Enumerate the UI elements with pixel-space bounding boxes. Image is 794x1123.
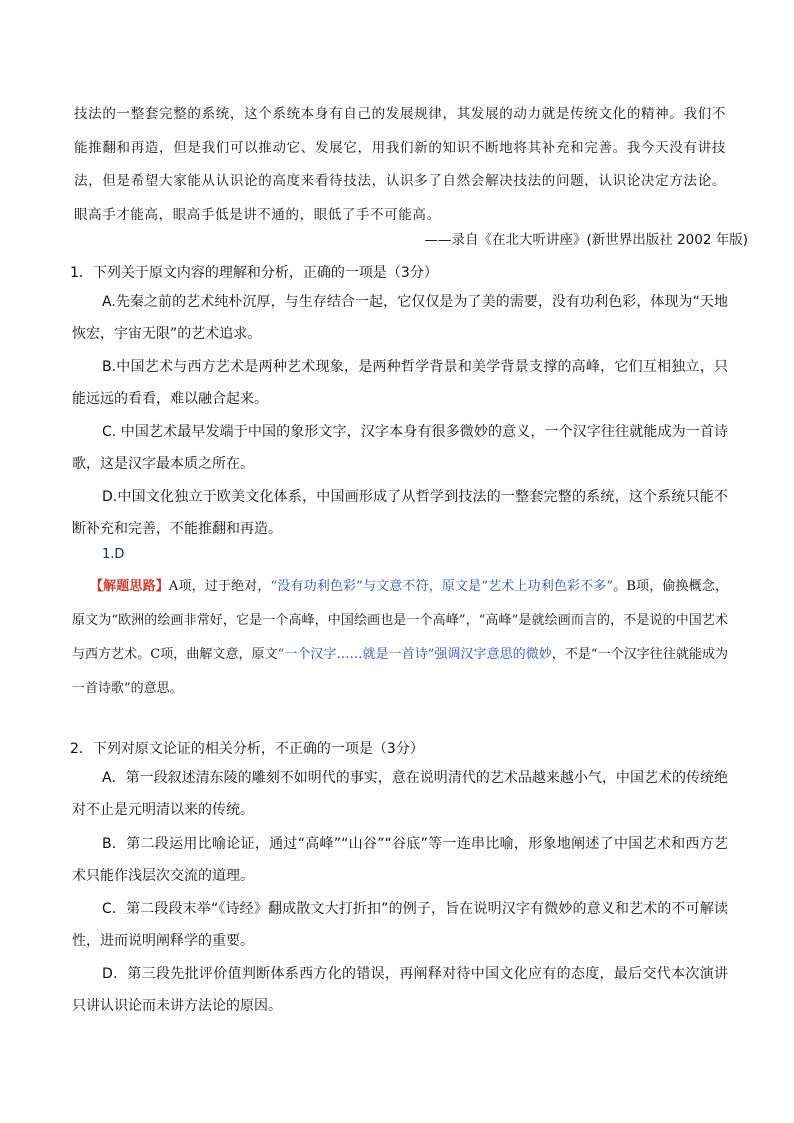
question-1-option-a: A.先秦之前的艺术纯朴沉厚，与生存结合一起，它仅仅是为了美的需要，没有功利色彩，体现为“天地恢宏，宇宙无限”的艺术追求。 (72, 294, 728, 342)
analysis-quote-1: “没有功利色彩”与文意不符，原文是“艺术上功利色彩不多” (270, 579, 614, 594)
passage-source: ——录自《在北大听讲座》(新世界出版社 2002 年版) (424, 232, 748, 248)
passage-text: 技法的一整套完整的系统，这个系统本身有自己的发展规律，其发展的动力就是传统文化的精神。我们不能推翻和再造，但是我们可以推动它、发展它，用我们新的知识不断地将其补充和完善。我今天没有讲技法，但是希望大家能从认识论的高度来看待技法，认识多了自然会解决技法的问题，认识论决定方法论。眼高手才能高，眼高手低是讲不通的，眼低了手不可能高。 (74, 106, 726, 223)
question-1-analysis (72, 570, 728, 706)
analysis-tag: 【解题思路】 (90, 579, 169, 594)
question-1-answer: 1.D (102, 547, 125, 562)
question-2-title: 2．下列对原文论证的相关分析，不正确的一项是（3分） (70, 741, 424, 757)
question-2-option-c: C．第二段段末举“《诗经》翻成散文大打折扣”的例子，旨在说明汉字有微妙的意义和艺术的不可解读性，进而说明阐释学的重要。 (72, 901, 728, 949)
analysis-text-2: 。B项，偷换概念，原文为“欧洲的绘画非常好，它是一个高峰，中国绘画也是一个高峰”，“高峰”是就绘画而言的，不是说的中国艺术与西方艺术。C项，曲解文意，原文 (72, 579, 729, 662)
question-1-title: 1．下列关于原文内容的理解和分析，正确的一项是（3分） (70, 265, 438, 281)
analysis-text-1: A项，过于绝对， (168, 579, 271, 594)
question-1-option-d: D.中国文化独立于欧美文化体系，中国画形成了从哲学到技法的一整套完整的系统，这个系统只能不断补充和完善，不能推翻和再造。 (72, 489, 728, 537)
question-1-option-b: B.中国艺术与西方艺术是两种艺术现象，是两种哲学背景和美学背景支撑的高峰，它们互相独立，只能远远的看看，难以融合起来。 (72, 359, 728, 407)
question-2-option-b: B．第二段运用比喻论证，通过“高峰”“山谷”“谷底”等一连串比喻，形象地阐述了中国艺术和西方艺术只能作浅层次交流的道理。 (72, 836, 728, 884)
question-2-option-a: A．第一段叙述清东陵的雕刻不如明代的事实，意在说明清代的艺术品越来越小气，中国艺术的传统绝对不止是元明清以来的传统。 (72, 770, 728, 818)
analysis-text-3: ，不是“一个汉字往往就能成为一首诗歌”的意思。 (72, 647, 728, 696)
question-2-option-d: D．第三段先批评价值判断体系西方化的错误，再阐释对待中国文化应有的态度，最后交代本次演讲只讲认识论而未讲方法论的原因。 (72, 966, 728, 1014)
analysis-quote-2: “一个汉字……就是一首诗”强调汉字意思的微妙 (277, 647, 552, 662)
question-1-option-c: C. 中国艺术最早发端于中国的象形文字，汉字本身有很多微妙的意义，一个汉字往往就能成为一首诗歌，这是汉字最本质之所在。 (72, 424, 728, 472)
